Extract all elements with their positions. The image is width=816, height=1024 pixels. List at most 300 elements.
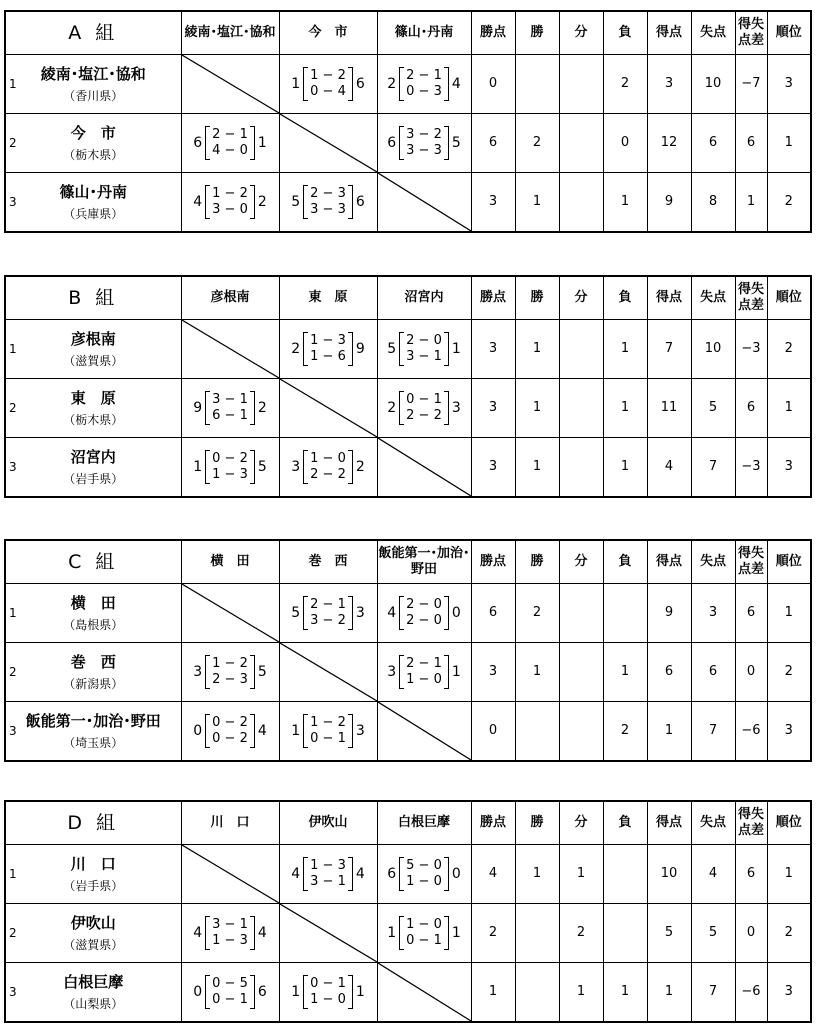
column-team-name: 彦根南 <box>181 276 279 320</box>
row-number: 2 <box>9 926 17 940</box>
draws-value <box>559 438 603 498</box>
first-half-score: 1 − 3 <box>310 333 346 348</box>
half-scores <box>308 596 348 630</box>
match-score <box>190 655 270 689</box>
goal-diff-value: 1 <box>735 173 767 233</box>
header-losses: 負 <box>603 276 647 320</box>
team-row <box>5 702 811 762</box>
header-points: 勝点 <box>471 540 515 584</box>
half-scores <box>210 975 250 1009</box>
total-score-right: 6 <box>355 76 365 92</box>
diagonal-cell <box>377 173 471 233</box>
goals-for-value: 4 <box>647 438 691 498</box>
match-result-cell <box>181 702 279 762</box>
half-scores <box>210 185 250 219</box>
total-score-right: 5 <box>257 459 267 475</box>
header-losses: 負 <box>603 801 647 845</box>
header-goal-diff: 得失点差 <box>735 11 767 55</box>
second-half-score: 1 − 0 <box>406 874 442 889</box>
diagonal-cell <box>181 845 279 904</box>
rank-value: 1 <box>767 584 811 643</box>
total-score-left: 4 <box>193 925 203 941</box>
match-score <box>190 975 270 1009</box>
half-scores <box>210 391 250 425</box>
goals-against-value: 7 <box>691 438 735 498</box>
league-table <box>4 539 812 762</box>
match-score <box>384 391 464 425</box>
half-scores-bracket <box>399 126 449 160</box>
match-score <box>384 67 464 101</box>
second-half-score: 2 − 0 <box>406 613 442 628</box>
match-score <box>190 714 270 748</box>
team-cell <box>5 963 181 1023</box>
match-score <box>288 332 368 366</box>
match-result-cell <box>377 114 471 173</box>
team-row <box>5 114 811 173</box>
team-name: 伊吹山 <box>70 914 116 932</box>
losses-value: 1 <box>603 320 647 379</box>
team-name: 川 口 <box>70 855 116 873</box>
match-score <box>384 596 464 630</box>
half-scores-bracket <box>399 857 449 891</box>
match-score <box>288 596 368 630</box>
team-row <box>5 438 811 498</box>
draws-value <box>559 173 603 233</box>
diagonal-line <box>378 963 471 1021</box>
row-number: 2 <box>9 136 17 150</box>
team-cell <box>5 114 181 173</box>
rank-value: 3 <box>767 963 811 1023</box>
first-half-score: 1 − 2 <box>310 68 346 83</box>
first-half-score: 1 − 2 <box>212 656 248 671</box>
half-scores <box>210 655 250 689</box>
team-prefecture: （香川県） <box>63 89 124 103</box>
group-table-a <box>4 10 810 233</box>
diagonal-cell <box>377 438 471 498</box>
total-score-left: 0 <box>193 984 203 1000</box>
diagonal-line <box>280 643 377 701</box>
group-name: B 組 <box>5 276 181 320</box>
match-score <box>384 332 464 366</box>
second-half-score: 0 − 3 <box>406 84 442 99</box>
half-scores <box>308 450 348 484</box>
goal-diff-value: −6 <box>735 702 767 762</box>
points-value: 3 <box>471 320 515 379</box>
goals-for-value: 11 <box>647 379 691 438</box>
header-wins: 勝 <box>515 801 559 845</box>
first-half-score: 0 − 2 <box>212 451 248 466</box>
match-result-cell <box>279 438 377 498</box>
total-score-right: 3 <box>355 605 365 621</box>
losses-value: 1 <box>603 438 647 498</box>
half-scores <box>404 391 444 425</box>
rank-value: 3 <box>767 55 811 114</box>
half-scores <box>308 857 348 891</box>
first-half-score: 1 − 0 <box>406 917 442 932</box>
total-score-right: 6 <box>257 984 267 1000</box>
header-row <box>5 276 811 320</box>
header-row <box>5 801 811 845</box>
goal-diff-value: 6 <box>735 379 767 438</box>
group-name: C 組 <box>5 540 181 584</box>
goals-for-value: 10 <box>647 845 691 904</box>
total-score-left: 1 <box>291 723 301 739</box>
team-cell <box>5 438 181 498</box>
half-scores-bracket <box>303 332 353 366</box>
wins-value <box>515 963 559 1023</box>
team-row <box>5 55 811 114</box>
header-rank: 順位 <box>767 276 811 320</box>
diagonal-line <box>378 173 471 231</box>
rank-value: 2 <box>767 643 811 702</box>
half-scores <box>404 596 444 630</box>
row-number: 3 <box>9 724 17 738</box>
total-score-left: 3 <box>291 459 301 475</box>
goal-diff-value: 6 <box>735 114 767 173</box>
team-row <box>5 845 811 904</box>
half-scores <box>210 450 250 484</box>
team-prefecture: （山梨県） <box>63 997 124 1011</box>
points-value: 6 <box>471 584 515 643</box>
column-team-name: 巻 西 <box>279 540 377 584</box>
draws-value <box>559 379 603 438</box>
team-row <box>5 904 811 963</box>
match-result-cell <box>181 114 279 173</box>
total-score-right: 2 <box>257 400 267 416</box>
header-row <box>5 540 811 584</box>
total-score-left: 2 <box>387 76 397 92</box>
second-half-score: 2 − 2 <box>310 467 346 482</box>
match-result-cell <box>279 845 377 904</box>
wins-value: 2 <box>515 584 559 643</box>
team-prefecture: （埼玉県） <box>63 736 124 750</box>
header-points: 勝点 <box>471 11 515 55</box>
rank-value: 1 <box>767 379 811 438</box>
header-goals-for: 得点 <box>647 540 691 584</box>
header-row <box>5 11 811 55</box>
wins-value: 1 <box>515 320 559 379</box>
column-team-name: 横 田 <box>181 540 279 584</box>
half-scores-bracket <box>303 714 353 748</box>
total-score-left: 6 <box>193 135 203 151</box>
total-score-right: 1 <box>257 135 267 151</box>
team-prefecture: （岩手県） <box>63 472 124 486</box>
diagonal-line <box>182 55 279 113</box>
rank-value: 1 <box>767 845 811 904</box>
diagonal-cell <box>279 379 377 438</box>
match-result-cell <box>377 379 471 438</box>
wins-value: 1 <box>515 379 559 438</box>
row-number: 1 <box>9 867 17 881</box>
match-score <box>384 916 464 950</box>
header-goal-diff: 得失点差 <box>735 276 767 320</box>
second-half-score: 0 − 1 <box>310 731 346 746</box>
first-half-score: 0 − 1 <box>310 976 346 991</box>
diagonal-line <box>182 845 279 903</box>
match-score <box>288 67 368 101</box>
half-scores-bracket <box>205 655 255 689</box>
total-score-left: 5 <box>387 341 397 357</box>
team-cell <box>5 845 181 904</box>
half-scores <box>210 714 250 748</box>
goals-against-value: 5 <box>691 379 735 438</box>
total-score-right: 4 <box>257 925 267 941</box>
draws-value <box>559 702 603 762</box>
header-draws: 分 <box>559 276 603 320</box>
match-score <box>288 714 368 748</box>
match-score <box>190 916 270 950</box>
match-result-cell <box>181 904 279 963</box>
wins-value: 1 <box>515 845 559 904</box>
total-score-right: 3 <box>451 400 461 416</box>
half-scores-bracket <box>205 450 255 484</box>
match-result-cell <box>377 584 471 643</box>
league-table <box>4 275 812 498</box>
points-value: 2 <box>471 904 515 963</box>
total-score-right: 2 <box>355 459 365 475</box>
team-name: 横 田 <box>70 594 116 612</box>
total-score-right: 1 <box>451 925 461 941</box>
goals-against-value: 5 <box>691 904 735 963</box>
diagonal-line <box>280 114 377 172</box>
goals-against-value: 7 <box>691 963 735 1023</box>
group-table-c <box>4 539 810 762</box>
draws-value <box>559 114 603 173</box>
first-half-score: 2 − 1 <box>212 127 248 142</box>
team-prefecture: （栃木県） <box>63 413 124 427</box>
losses-value <box>603 904 647 963</box>
team-cell <box>5 320 181 379</box>
first-half-score: 0 − 5 <box>212 976 248 991</box>
goal-diff-value: 6 <box>735 584 767 643</box>
half-scores <box>404 655 444 689</box>
team-cell <box>5 904 181 963</box>
half-scores <box>308 67 348 101</box>
goal-diff-value: 6 <box>735 845 767 904</box>
first-half-score: 1 − 0 <box>310 451 346 466</box>
group-name: A 組 <box>5 11 181 55</box>
header-wins: 勝 <box>515 276 559 320</box>
header-goals-for: 得点 <box>647 276 691 320</box>
first-half-score: 3 − 2 <box>406 127 442 142</box>
draws-value <box>559 643 603 702</box>
half-scores <box>308 332 348 366</box>
first-half-score: 2 − 1 <box>310 597 346 612</box>
second-half-score: 3 − 3 <box>310 202 346 217</box>
diagonal-cell <box>279 643 377 702</box>
team-prefecture: （滋賀県） <box>63 354 124 368</box>
match-score <box>384 655 464 689</box>
second-half-score: 0 − 4 <box>310 84 346 99</box>
first-half-score: 2 − 0 <box>406 597 442 612</box>
goal-diff-value: −3 <box>735 438 767 498</box>
team-cell <box>5 584 181 643</box>
match-result-cell <box>279 173 377 233</box>
header-wins: 勝 <box>515 540 559 584</box>
points-value: 1 <box>471 963 515 1023</box>
half-scores-bracket <box>205 916 255 950</box>
losses-value: 1 <box>603 379 647 438</box>
first-half-score: 3 − 1 <box>212 917 248 932</box>
goals-for-value: 12 <box>647 114 691 173</box>
first-half-score: 2 − 3 <box>310 186 346 201</box>
row-number: 2 <box>9 401 17 415</box>
match-result-cell <box>279 584 377 643</box>
total-score-left: 1 <box>387 925 397 941</box>
half-scores-bracket <box>205 714 255 748</box>
half-scores-bracket <box>303 596 353 630</box>
header-points: 勝点 <box>471 801 515 845</box>
goals-for-value: 1 <box>647 963 691 1023</box>
total-score-left: 5 <box>291 194 301 210</box>
goals-against-value: 3 <box>691 584 735 643</box>
diagonal-cell <box>181 584 279 643</box>
losses-value: 1 <box>603 643 647 702</box>
row-number: 3 <box>9 985 17 999</box>
second-half-score: 4 − 0 <box>212 143 248 158</box>
half-scores-bracket <box>303 185 353 219</box>
team-row <box>5 584 811 643</box>
half-scores-bracket <box>399 916 449 950</box>
team-prefecture: （栃木県） <box>63 148 124 162</box>
header-points: 勝点 <box>471 276 515 320</box>
losses-value: 2 <box>603 55 647 114</box>
header-wins: 勝 <box>515 11 559 55</box>
total-score-right: 4 <box>451 76 461 92</box>
points-value: 3 <box>471 379 515 438</box>
second-half-score: 3 − 0 <box>212 202 248 217</box>
half-scores <box>308 185 348 219</box>
losses-value: 1 <box>603 173 647 233</box>
half-scores-bracket <box>205 185 255 219</box>
league-table <box>4 800 812 1023</box>
half-scores <box>404 332 444 366</box>
wins-value: 1 <box>515 173 559 233</box>
header-draws: 分 <box>559 801 603 845</box>
second-half-score: 1 − 3 <box>212 933 248 948</box>
total-score-right: 2 <box>257 194 267 210</box>
column-team-name: 飯能第一･加治･野田 <box>377 540 471 584</box>
total-score-left: 4 <box>387 605 397 621</box>
match-score <box>190 185 270 219</box>
header-goals-against: 失点 <box>691 11 735 55</box>
half-scores <box>308 975 348 1009</box>
goal-diff-value: 0 <box>735 904 767 963</box>
first-half-score: 1 − 2 <box>212 186 248 201</box>
column-team-name: 川 口 <box>181 801 279 845</box>
second-half-score: 0 − 1 <box>406 933 442 948</box>
rank-value: 3 <box>767 702 811 762</box>
match-score <box>190 126 270 160</box>
second-half-score: 0 − 1 <box>212 992 248 1007</box>
diagonal-cell <box>181 320 279 379</box>
team-cell <box>5 643 181 702</box>
match-result-cell <box>181 963 279 1023</box>
half-scores-bracket <box>399 655 449 689</box>
goals-for-value: 5 <box>647 904 691 963</box>
match-score <box>288 857 368 891</box>
goals-for-value: 7 <box>647 320 691 379</box>
header-losses: 負 <box>603 540 647 584</box>
header-rank: 順位 <box>767 11 811 55</box>
column-team-name: 篠山･丹南 <box>377 11 471 55</box>
team-prefecture: （島根県） <box>63 618 124 632</box>
half-scores-bracket <box>205 975 255 1009</box>
points-value: 0 <box>471 702 515 762</box>
losses-value <box>603 584 647 643</box>
total-score-left: 3 <box>387 664 397 680</box>
team-name: 東 原 <box>70 389 116 407</box>
total-score-right: 1 <box>451 664 461 680</box>
team-name: 飯能第一･加治･野田 <box>25 712 161 730</box>
team-name: 篠山･丹南 <box>59 183 127 201</box>
total-score-left: 4 <box>193 194 203 210</box>
row-number: 3 <box>9 460 17 474</box>
match-result-cell <box>279 702 377 762</box>
team-row <box>5 320 811 379</box>
diagonal-cell <box>377 963 471 1023</box>
header-draws: 分 <box>559 540 603 584</box>
match-result-cell <box>377 643 471 702</box>
total-score-right: 4 <box>257 723 267 739</box>
half-scores <box>404 67 444 101</box>
row-number: 1 <box>9 342 17 356</box>
match-score <box>190 391 270 425</box>
total-score-right: 1 <box>355 984 365 1000</box>
match-score <box>288 975 368 1009</box>
wins-value <box>515 904 559 963</box>
first-half-score: 2 − 1 <box>406 656 442 671</box>
first-half-score: 3 − 1 <box>212 392 248 407</box>
half-scores-bracket <box>205 391 255 425</box>
diagonal-line <box>280 904 377 962</box>
total-score-left: 6 <box>387 135 397 151</box>
first-half-score: 2 − 1 <box>406 68 442 83</box>
league-table <box>4 10 812 233</box>
diagonal-line <box>182 320 279 378</box>
second-half-score: 0 − 2 <box>212 731 248 746</box>
team-name: 沼宮内 <box>70 448 116 466</box>
losses-value <box>603 845 647 904</box>
half-scores <box>404 857 444 891</box>
half-scores <box>404 126 444 160</box>
rank-value: 2 <box>767 320 811 379</box>
total-score-left: 2 <box>387 400 397 416</box>
half-scores <box>210 916 250 950</box>
match-result-cell <box>377 845 471 904</box>
header-goals-against: 失点 <box>691 801 735 845</box>
half-scores-bracket <box>399 596 449 630</box>
goals-for-value: 9 <box>647 584 691 643</box>
goals-for-value: 3 <box>647 55 691 114</box>
draws-value <box>559 55 603 114</box>
match-result-cell <box>181 438 279 498</box>
diagonal-line <box>378 702 471 760</box>
total-score-right: 6 <box>355 194 365 210</box>
group-table-d <box>4 800 810 1023</box>
goal-diff-value: −6 <box>735 963 767 1023</box>
total-score-right: 5 <box>257 664 267 680</box>
column-team-name: 沼宮内 <box>377 276 471 320</box>
wins-value: 2 <box>515 114 559 173</box>
second-half-score: 1 − 3 <box>212 467 248 482</box>
draws-value: 2 <box>559 904 603 963</box>
total-score-left: 1 <box>291 984 301 1000</box>
first-half-score: 1 − 2 <box>310 715 346 730</box>
wins-value: 1 <box>515 643 559 702</box>
diagonal-cell <box>181 55 279 114</box>
total-score-left: 1 <box>291 76 301 92</box>
